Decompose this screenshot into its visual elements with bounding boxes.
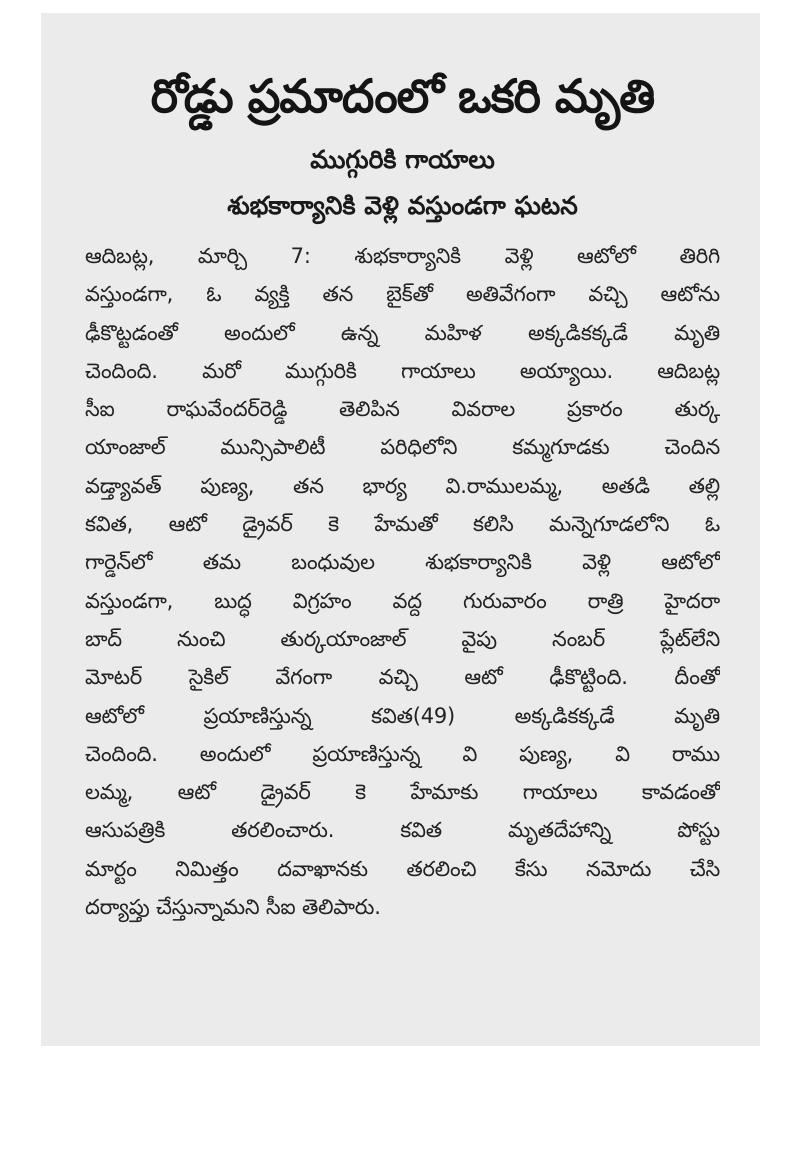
article-body [85, 237, 720, 926]
article-body-line: గార్డెన్‌లో తమ బంధువుల శుభకార్యానికి వెళ్లి ఆటోలో [85, 550, 720, 575]
news-clipping [41, 13, 760, 1046]
article-body-line: వస్తుండగా, ఓ వ్యక్తి తన బైక్‌తో అతివేగంగా వచ్చి ఆటోను [85, 282, 720, 307]
article-body-line: యాంజాల్ మున్సిపాలిటీ పరిధిలోని కమ్మగూడకు చెందిన [85, 435, 720, 460]
subheading-injuries: ముగ్గురికి గాయాలు [310, 145, 495, 174]
article-body-line: లమ్మ, ఆటో డ్రైవర్ కె హేమాకు గాయాలు కావడంతో [85, 780, 720, 805]
article-body-line: ఆసుపత్రికి తరలించారు. కవిత మృతదేహాన్ని పోస్టు [85, 818, 720, 843]
article-body-line: ఆటోలో ప్రయాణిస్తున్న కవిత(49) అక్కడికక్కడే మృతి [85, 703, 720, 728]
subheading-incident: శుభకార్యానికి వెళ్లి వస్తుండగా ఘటన [227, 191, 578, 220]
article-body-line: ఆదిబట్ల, మార్చి 7: శుభకార్యానికి వెళ్లి ఆటోలో తిరిగి [85, 244, 720, 268]
headline: రోడ్డు ప్రమాదంలో ఒకరి మృతి [150, 69, 655, 123]
article-body-line: మార్టం నిమిత్తం దవాఖానకు తరలించి కేసు నమోదు చేసి [85, 856, 720, 881]
article-body-line: మోటర్ సైకిల్ వేగంగా వచ్చి ఆటో ఢీకొట్టింది. దీంతో [85, 665, 720, 690]
article-body-line: దర్యాప్తు చేస్తున్నామని సీఐ తెలిపారు. [85, 895, 381, 920]
article-body-line: ఢీకొట్టడంతో అందులో ఉన్న మహిళ అక్కడికక్కడే మృతి [85, 320, 720, 345]
article-body-line: చెందింది. అందులో ప్రయాణిస్తున్న వి పుణ్య, వి రాము [85, 741, 720, 766]
article-body-line: చెందింది. మరో ముగ్గురికి గాయాలు అయ్యాయి. ఆదిబట్ల [85, 358, 720, 383]
article-body-line: వస్తుండగా, బుద్ధ విగ్రహం వద్ద గురువారం రాత్రి హైదరా [85, 588, 720, 613]
article-body-line: సీఐ రాఘవేందర్‌రెడ్డి తెలిపిన వివరాల ప్రకారం తుర్క [85, 397, 720, 422]
article-body-line: కవిత, ఆటో డ్రైవర్ కె హేమతో కలిసి మన్నెగూడలోని ఓ [85, 512, 720, 537]
article-body-line: బాద్ నుంచి తుర్కయాంజాల్ వైపు నంబర్ ప్లేట్‌లేని [85, 626, 720, 651]
article-body-line: వడ్త్యావత్ పుణ్య, తన భార్య వి.రాములమ్మ, అతడి తల్లి [85, 473, 720, 498]
